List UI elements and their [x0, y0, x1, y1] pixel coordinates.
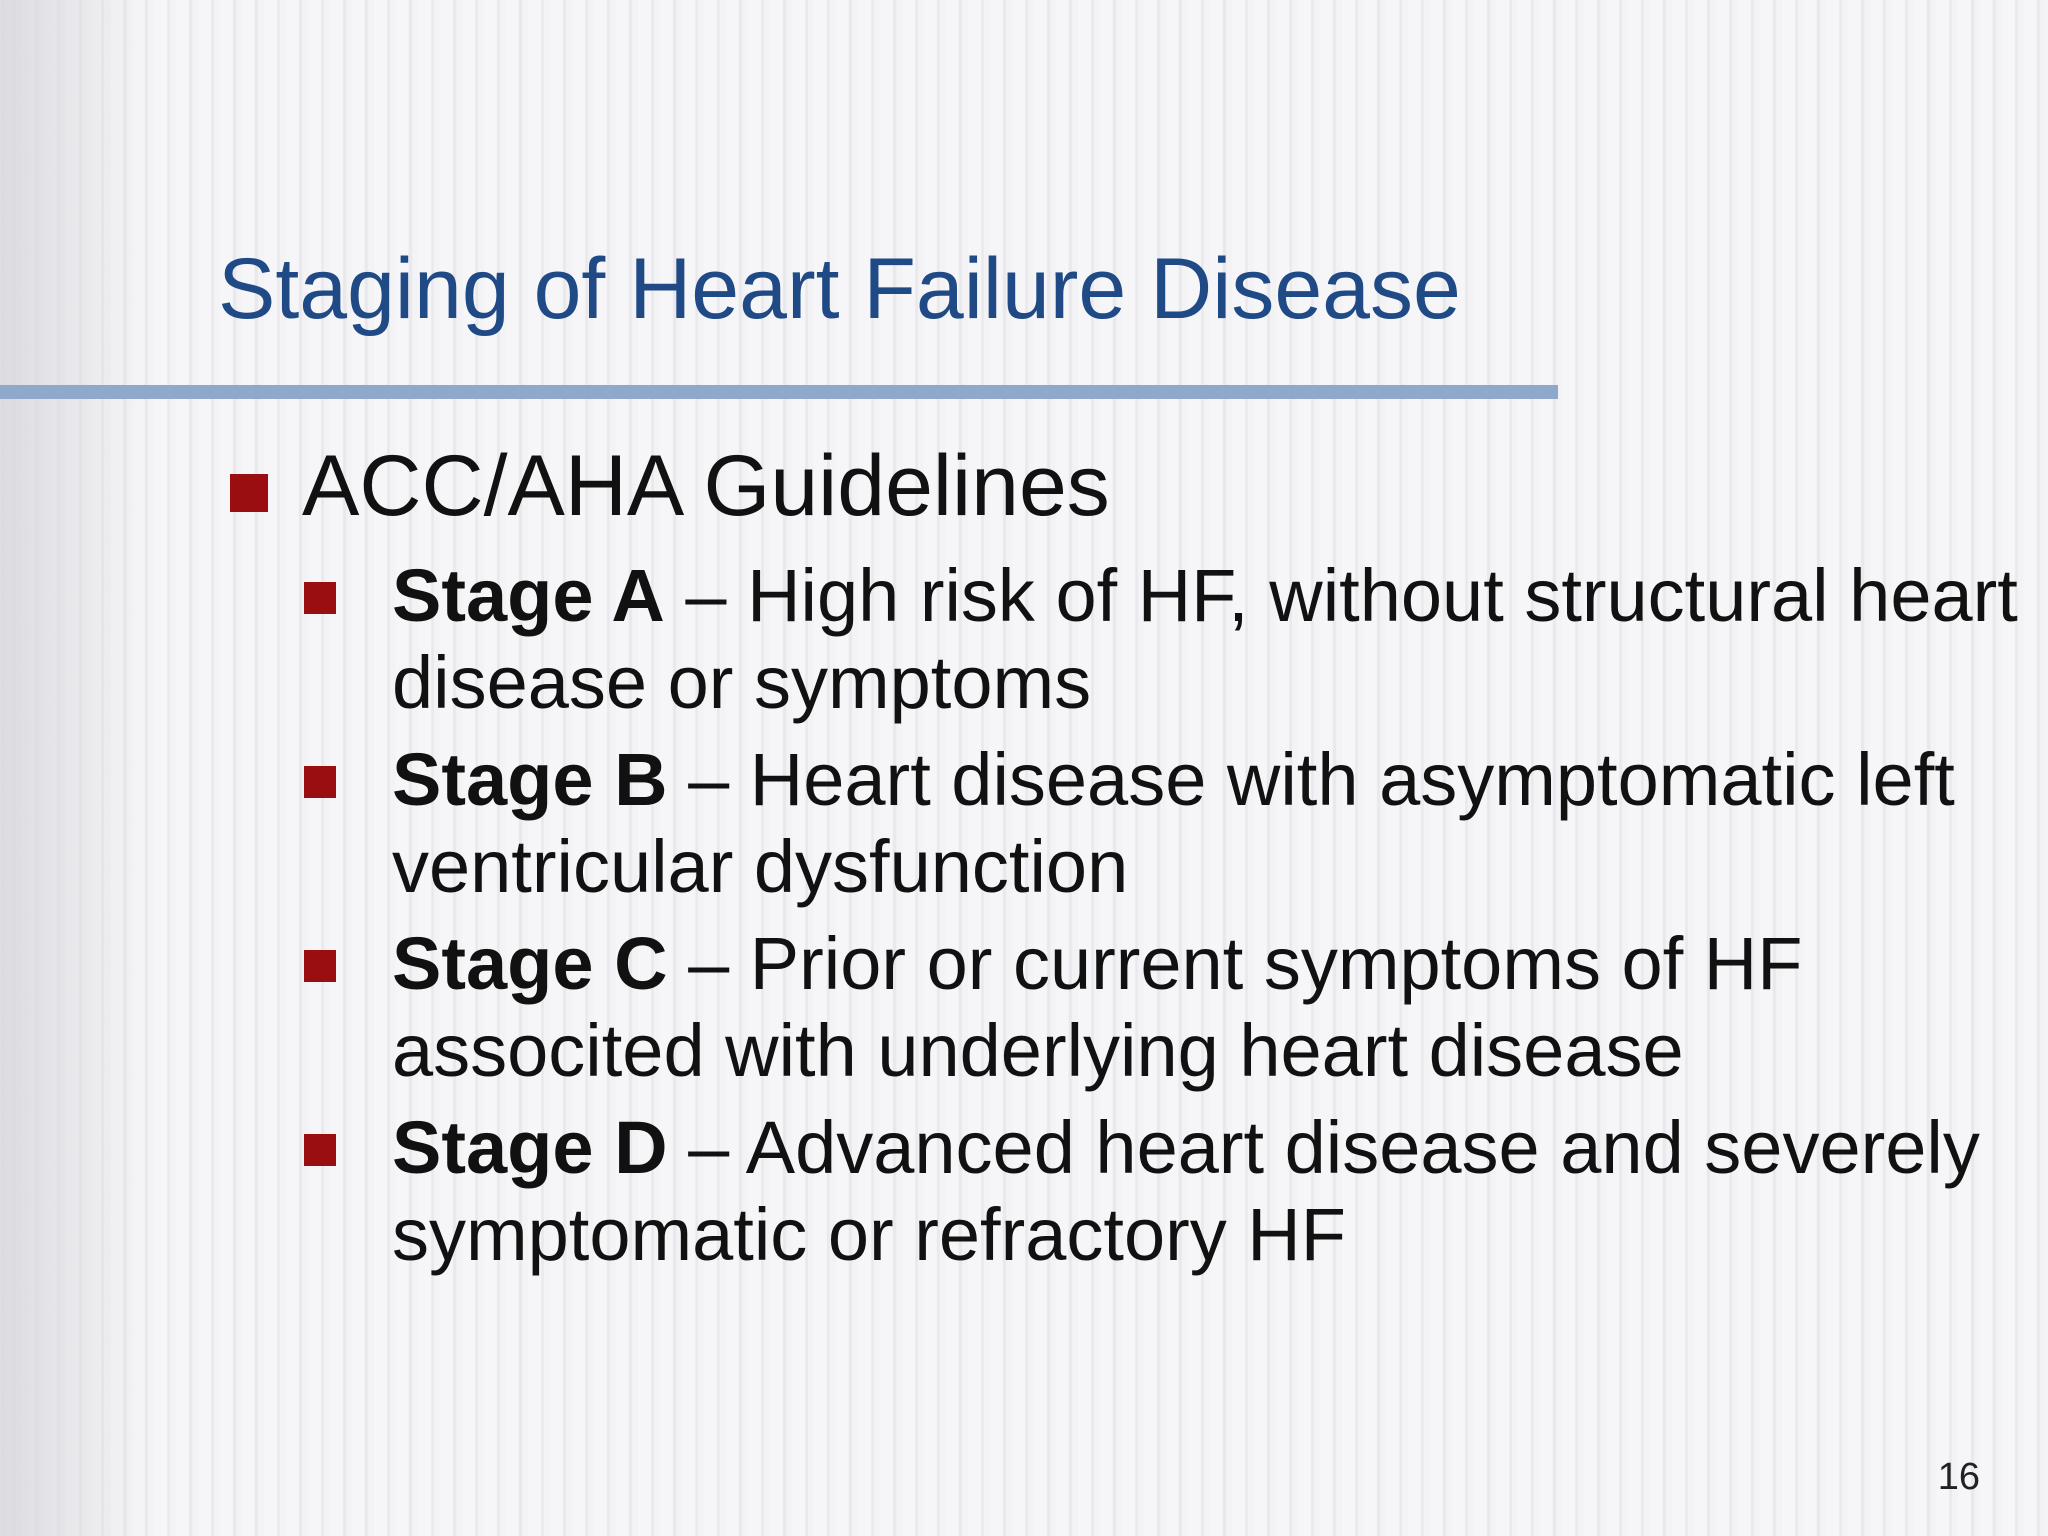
bullet-guidelines-text: ACC/AHA Guidelines — [302, 438, 1110, 534]
page-number: 16 — [1937, 1456, 1980, 1498]
square-bullet-icon — [304, 582, 336, 614]
stage-label: Stage A — [392, 554, 665, 637]
bullet-guidelines — [230, 438, 2018, 1278]
stage-label: Stage D — [392, 1106, 668, 1189]
square-bullet-icon — [304, 950, 336, 982]
title-underline — [0, 385, 1558, 399]
stage-separator: – — [664, 554, 748, 637]
stage-description: Prior or current symptoms of HF associted with underlying heart disease — [392, 922, 1803, 1092]
stage-description: High risk of HF, without structural heart disease or symptoms — [392, 554, 2018, 724]
stage-item-c — [272, 920, 2048, 1094]
stage-item-d — [272, 1104, 2048, 1278]
stage-separator: – — [667, 922, 750, 1005]
stage-label: Stage C — [392, 922, 668, 1005]
bullet-list — [230, 438, 2018, 1288]
stage-separator: – — [667, 1106, 746, 1189]
stage-description: Heart disease with asymptomatic left ventricular dysfunction — [392, 738, 1955, 908]
stage-item-b — [272, 736, 2048, 910]
slide-title: Staging of Heart Failure Disease — [218, 241, 1461, 337]
stage-label: Stage B — [392, 738, 668, 821]
square-bullet-icon — [230, 474, 268, 512]
square-bullet-icon — [304, 1134, 336, 1166]
stage-list — [302, 552, 2018, 1278]
stage-description: Advanced heart disease and severely symptomatic or refractory HF — [392, 1106, 1980, 1276]
stage-separator: – — [667, 738, 750, 821]
square-bullet-icon — [304, 766, 336, 798]
stage-item-a — [272, 552, 2048, 726]
